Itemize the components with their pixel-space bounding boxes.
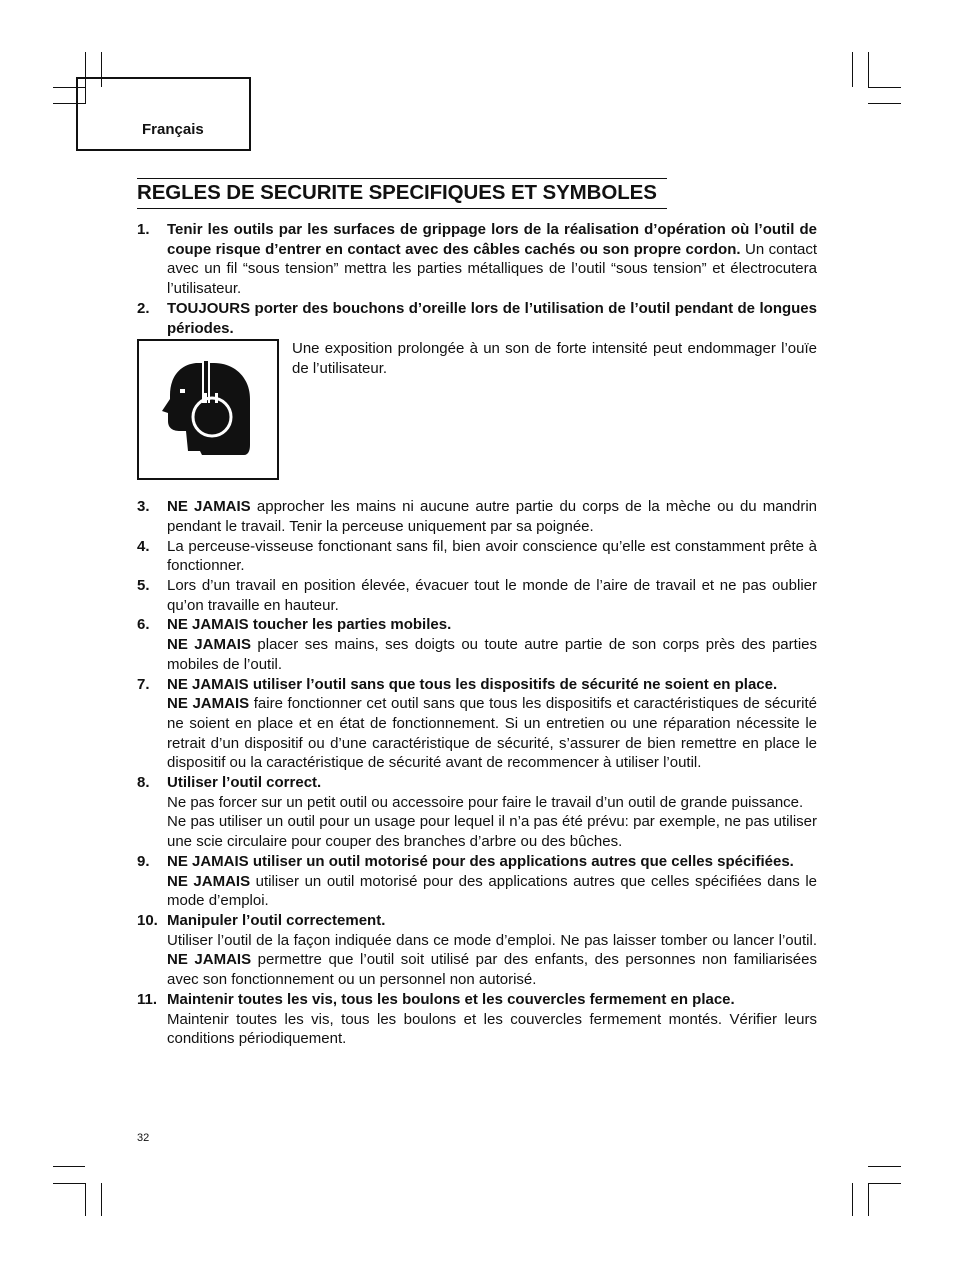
list-item: [137, 299, 817, 480]
item-number: 8.: [137, 774, 150, 792]
item-heading: NE JAMAIS toucher les parties mobiles.: [167, 616, 452, 634]
item-number: 2.: [137, 299, 150, 317]
language-tab: [76, 77, 251, 151]
item-bold-text: NE JAMAIS: [167, 636, 251, 654]
language-label: Français: [142, 121, 204, 138]
item-heading: Utiliser l’outil correct.: [167, 774, 322, 792]
item-number: 9.: [137, 852, 150, 870]
item-text: placer ses mains, ses doigts ou toute autre partie de son corps près des parties mobiles de l’outil.: [167, 636, 817, 673]
item-body: [167, 931, 817, 990]
item-text: approcher les mains ni aucune autre partie du corps de la mèche ou du mandrin pendant le travail. Tenir la perceuse uniquement par sa poignée.: [167, 498, 817, 535]
item-number: 6.: [137, 616, 150, 634]
item-heading: NE JAMAIS utiliser un outil motorisé pour des applications autres que celles spécifiées.: [167, 852, 794, 870]
list-item: [137, 497, 817, 536]
page-number: 32: [137, 1132, 150, 1144]
list-item: [137, 576, 817, 615]
crop-mark: [868, 103, 901, 104]
list-item: [137, 220, 817, 299]
section-title: REGLES DE SECURITE SPECIFIQUES ET SYMBOLES: [137, 178, 667, 209]
item-number: 7.: [137, 675, 150, 693]
item-bold-text: NE JAMAIS: [167, 498, 251, 516]
list-item: [137, 911, 817, 990]
list-item: [137, 675, 817, 774]
item-heading: TOUJOURS porter des bouchons d’oreille lors de l’utilisation de l’outil pendant de longues périodes.: [167, 299, 817, 337]
ear-protection-symbol: [137, 339, 279, 480]
crop-mark: [868, 1183, 901, 1184]
safety-rules-list: [137, 220, 817, 1049]
crop-mark: [868, 1183, 869, 1216]
list-item: [137, 852, 817, 911]
item-heading: NE JAMAIS utiliser l’outil sans que tous les dispositifs de sécurité ne soient en place.: [167, 675, 778, 693]
item-bold-text: NE JAMAIS: [167, 695, 250, 713]
crop-mark: [868, 1166, 901, 1167]
item-body: [167, 694, 817, 773]
crop-mark: [868, 52, 869, 87]
item-text: utiliser un outil motorisé pour des applications autres que celles spécifiées dans le mode d’emploi.: [167, 872, 817, 910]
item-text: Lors d’un travail en position élevée, évacuer tout le monde de l’aire de travail et ne pas oublier qu’on travaille en hauteur.: [167, 577, 817, 614]
item-number: 11.: [137, 990, 158, 1008]
item-text: La perceuse-visseuse fonctionant sans fil, bien avoir conscience qu’elle est constamment prête à fonctionner.: [167, 537, 817, 575]
item-text: Un contact avec un fil “sous tension” mettra les parties métalliques de l’outil “sous tension” et électrocutera l’utilisateur.: [167, 240, 817, 298]
list-item: [137, 537, 817, 576]
crop-mark: [852, 1183, 853, 1216]
item-body: [167, 635, 817, 674]
list-item: [137, 773, 817, 852]
item-heading: Maintenir toutes les vis, tous les boulons et les couvercles fermement en place.: [167, 990, 735, 1008]
figure-caption: Une exposition prolongée à un son de forte intensité peut endommager l’ouïe de l’utilisateur.: [292, 340, 817, 377]
item-bold-text: Tenir les outils par les surfaces de grippage lors de la réalisation d’opération où l’outil de coupe risque d’entrer en contact avec des câbles cachés ou son propre cordon.: [167, 221, 817, 258]
item-number: 3.: [137, 498, 150, 516]
crop-mark: [53, 1183, 85, 1184]
item-number: 4.: [137, 537, 150, 555]
item-text: faire fonctionner cet outil sans que tous les dispositifs et caractéristiques de sécurité ne soient en place et en état de fonctionnement. Si un entretien ou une réparation nécessite le retrait d’un dispositif ou d’une caractéristique de sécurité, s’assurer de bien remettre en place le dispositif ou la caractéristique de sécurité avant de recommencer à utiliser l’outil.: [167, 695, 817, 772]
crop-mark: [85, 1183, 86, 1216]
list-item: [137, 615, 817, 674]
item-bold-text: NE JAMAIS: [167, 872, 251, 890]
ear-protection-figure: [137, 339, 817, 480]
item-body: [167, 872, 817, 911]
item-number: 5.: [137, 577, 150, 595]
crop-mark: [101, 1183, 102, 1216]
item-number: 1.: [137, 221, 150, 238]
item-body: [167, 497, 817, 536]
item-text: permettre que l’outil soit utilisé par des enfants, des personnes non familiarisées avec son fonctionnement ou un personnel non autorisé.: [167, 951, 817, 989]
item-number: 10.: [137, 911, 158, 929]
item-heading: Manipuler l’outil correctement.: [167, 911, 386, 929]
item-text: Ne pas utiliser un outil pour un usage pour lequel il n’a pas été prévu: par exemple, ne pas utiliser une scie circulaire pour couper des branches d’arbre ou des bûches.: [167, 813, 817, 851]
list-item: [137, 990, 817, 1049]
item-text: Maintenir toutes les vis, tous les boulons et les couvercles fermement montés. Vérifier leurs conditions périodiquement.: [167, 1010, 817, 1048]
crop-mark: [868, 87, 901, 88]
item-bold-text: NE JAMAIS: [167, 951, 252, 969]
crop-mark: [852, 52, 853, 87]
ear-protection-icon: [158, 355, 258, 465]
item-text: Ne pas forcer sur un petit outil ou accessoire pour faire le travail d’un outil de grande puissance.: [167, 793, 804, 811]
item-body: [167, 220, 817, 299]
crop-mark: [53, 1166, 85, 1167]
item-text: Utiliser l’outil de la façon indiquée dans ce mode d’emploi. Ne pas laisser tomber ou lancer l’outil.: [167, 931, 817, 949]
